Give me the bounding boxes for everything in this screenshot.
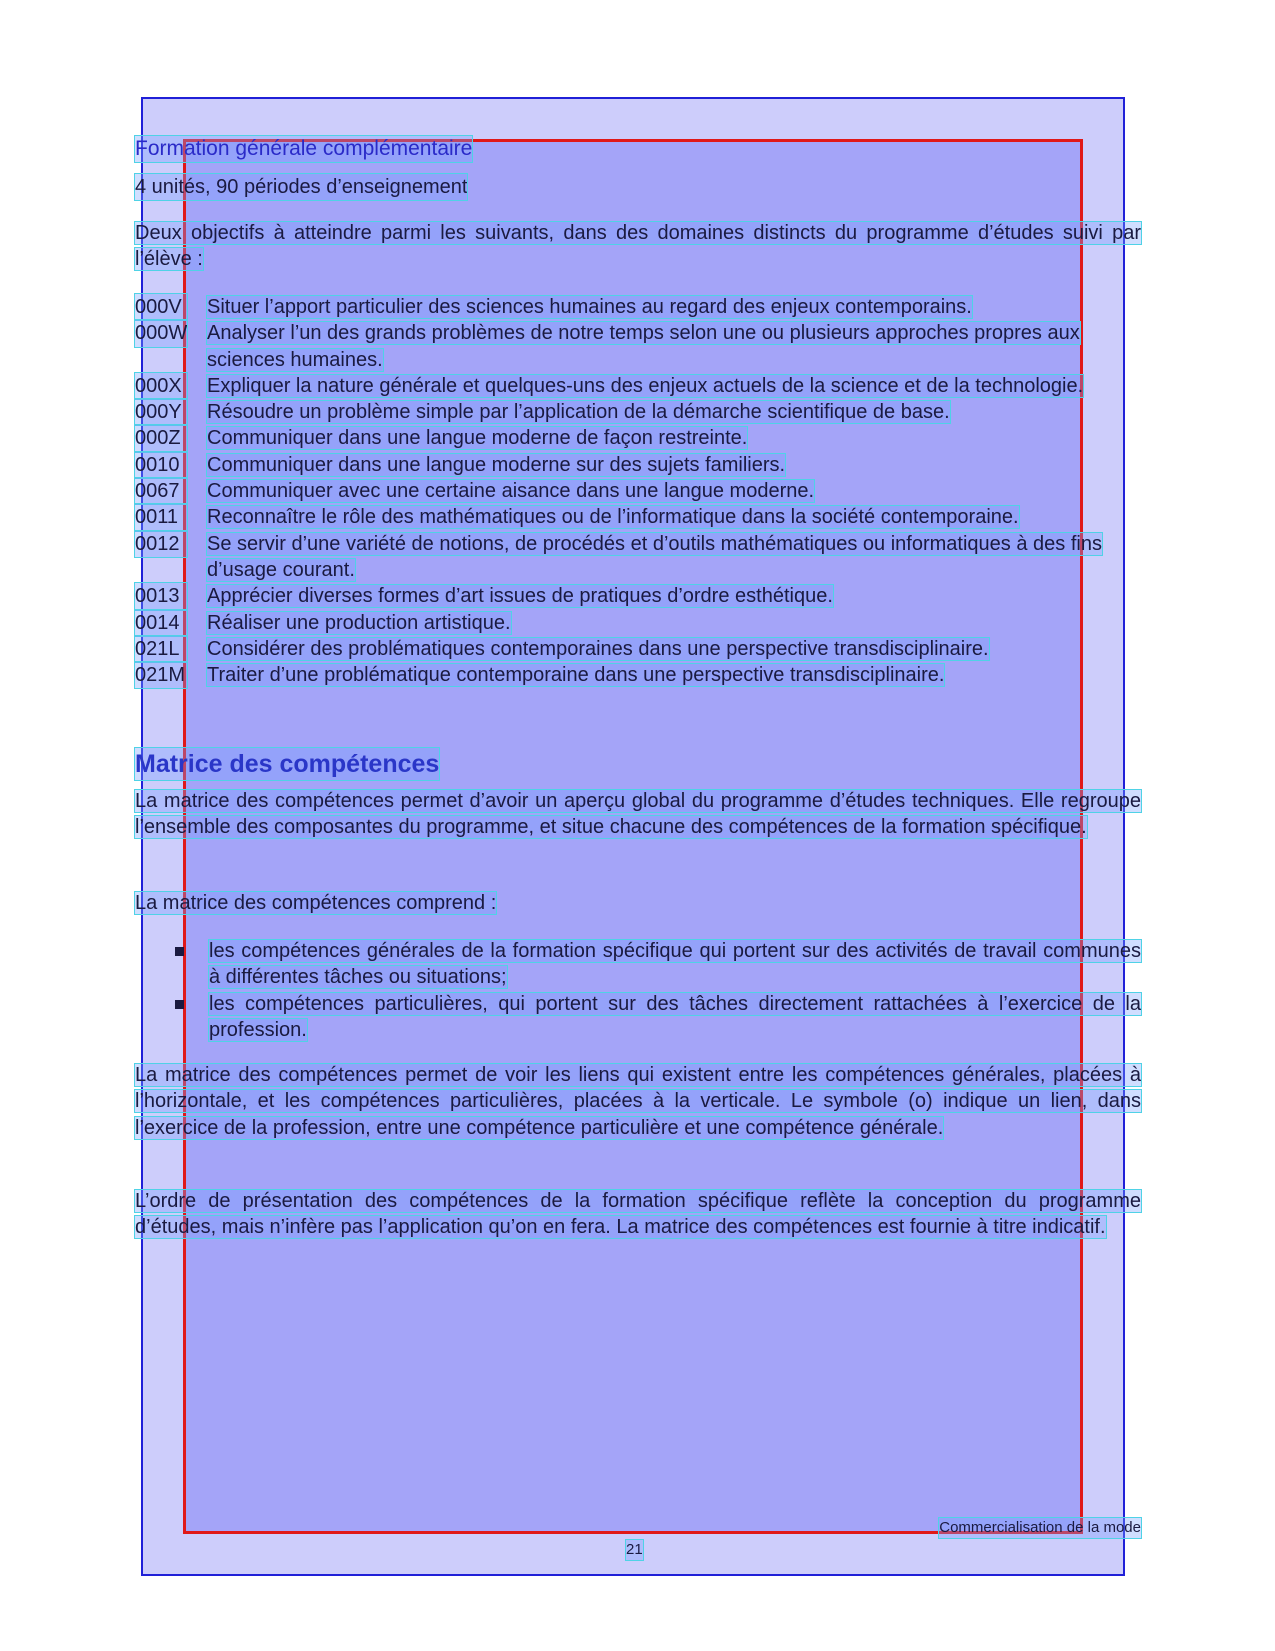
objective-text-wrapper: [207, 662, 1145, 688]
footer-program-name: Commercialisation de la mode: [939, 1519, 1141, 1536]
objective-text: Se servir d’une variété de notions, de procédés et d’outils mathématiques ou informatiques à des fins d’usage courant.: [207, 532, 1102, 581]
matrix-paragraph-4-text: L’ordre de présentation des compétences de la formation spécifique reflète la conception du programme d’études, mais n’infère pas l’application qu’on en fera. La matrice des compétences est fournie à titre indicatif.: [135, 1190, 1141, 1239]
objective-item: [135, 504, 1145, 530]
matrix-paragraph-1-text: La matrice des compétences permet d’avoir un aperçu global du programme d’études techniques. Elle regroupe l’ensemble des composantes du programme, et situe chacune des compétences de la formation spécifique.: [135, 790, 1141, 839]
objective-text-wrapper: [207, 320, 1145, 373]
matrix-bullets: [135, 938, 1141, 1043]
objective-text-wrapper: [207, 399, 1145, 425]
objective-item: [135, 636, 1145, 662]
intro-text: Deux objectifs à atteindre parmi les suivants, dans des domaines distincts du programme d’études suivi par l’élève :: [135, 222, 1141, 271]
page-number: 21: [626, 1541, 643, 1558]
objective-item: [135, 531, 1145, 584]
objective-text: Reconnaître le rôle des mathématiques ou de l’informatique dans la société contemporaine.: [207, 506, 1019, 529]
objective-text-wrapper: [207, 636, 1145, 662]
objective-text: Communiquer avec une certaine aisance dans une langue moderne.: [207, 480, 815, 503]
objective-code: 0014: [135, 610, 187, 636]
objectives-list: [135, 294, 1145, 688]
objective-text: Apprécier diverses formes d’art issues de pratiques d’ordre esthétique.: [207, 585, 833, 608]
objective-code: 0012: [135, 531, 187, 557]
objective-item: [135, 373, 1145, 399]
objective-text-wrapper: [207, 583, 1145, 609]
objective-code: 021L: [135, 636, 187, 662]
objective-code: 000Y: [135, 399, 187, 425]
matrix-heading: Matrice des compétences: [135, 750, 440, 778]
objective-item: [135, 399, 1145, 425]
objective-text: Traiter d’une problématique contemporaine dans une perspective transdisciplinaire.: [207, 664, 945, 687]
objective-text: Considérer des problématiques contemporaines dans une perspective transdisciplinaire.: [207, 637, 989, 660]
matrix-bullet-text: les compétences particulières, qui portent sur des tâches directement rattachées à l’exercice de la profession.: [209, 992, 1141, 1041]
intro-paragraph: [135, 220, 1141, 273]
section-units: 4 unités, 90 périodes d’enseignement: [135, 176, 468, 198]
objective-text-wrapper: [207, 425, 1145, 451]
objective-item: [135, 452, 1145, 478]
objective-code: 0010: [135, 452, 187, 478]
objective-code: 0067: [135, 478, 187, 504]
objective-code: 000W: [135, 320, 187, 346]
objective-text: Situer l’apport particulier des sciences humaines au regard des enjeux contemporains.: [207, 296, 972, 318]
objective-text: Expliquer la nature générale et quelques-uns des enjeux actuels de la science et de la technologie.: [207, 374, 1084, 397]
bullet-square-icon: [175, 947, 184, 956]
objective-code: 000V: [135, 294, 187, 320]
objective-text: Résoudre un problème simple par l’application de la démarche scientifique de base.: [207, 401, 950, 424]
matrix-bullet-text-wrapper: [209, 938, 1141, 991]
objective-text: Communiquer dans une langue moderne sur des sujets familiers.: [207, 453, 786, 476]
objective-text-wrapper: [207, 610, 1145, 636]
matrix-bullet-item: [135, 991, 1141, 1044]
objective-code: 000X: [135, 373, 187, 399]
objective-text-wrapper: [207, 504, 1145, 530]
objective-text: Réaliser une production artistique.: [207, 611, 511, 634]
objective-text: Analyser l’un des grands problèmes de notre temps selon une ou plusieurs approches propres aux sciences humaines.: [207, 322, 1080, 371]
objective-code: 0011: [135, 504, 187, 530]
objective-text-wrapper: [207, 531, 1145, 584]
objective-text: Communiquer dans une langue moderne de façon restreinte.: [207, 427, 748, 450]
objective-text-wrapper: [207, 478, 1145, 504]
objective-item: [135, 320, 1145, 373]
objective-item: [135, 425, 1145, 451]
objective-code: 0013: [135, 583, 187, 609]
matrix-paragraph-3-text: La matrice des compétences permet de voir les liens qui existent entre les compétences générales, placées à l’horizontale, et les compétences particulières, placées à la verticale. Le symbole (o) indique un lien, dans l’exercice de la profession, entre une compétence particulière et une compétence générale.: [135, 1064, 1141, 1139]
matrix-paragraph-3: [135, 1062, 1141, 1141]
matrix-paragraph-1: [135, 788, 1141, 841]
objective-item: [135, 478, 1145, 504]
matrix-paragraph-2-text: La matrice des compétences comprend :: [135, 892, 497, 914]
objective-item: [135, 662, 1145, 688]
bullet-square-icon: [175, 1000, 184, 1009]
objective-text-wrapper: [207, 452, 1145, 478]
objective-code: 021M: [135, 662, 187, 688]
objective-text-wrapper: [207, 373, 1145, 399]
objective-code: 000Z: [135, 425, 187, 451]
objective-text-wrapper: [207, 294, 1145, 320]
matrix-bullet-item: [135, 938, 1141, 991]
matrix-bullet-text: les compétences générales de la formation spécifique qui portent sur des activités de travail communes à différentes tâches ou situations;: [209, 940, 1141, 989]
objective-item: [135, 583, 1145, 609]
objective-item: [135, 294, 1145, 320]
matrix-paragraph-2: [135, 890, 1141, 916]
section-title: Formation générale complémentaire: [135, 137, 473, 160]
objective-item: [135, 610, 1145, 636]
matrix-paragraph-4: [135, 1188, 1141, 1241]
matrix-bullet-text-wrapper: [209, 991, 1141, 1044]
